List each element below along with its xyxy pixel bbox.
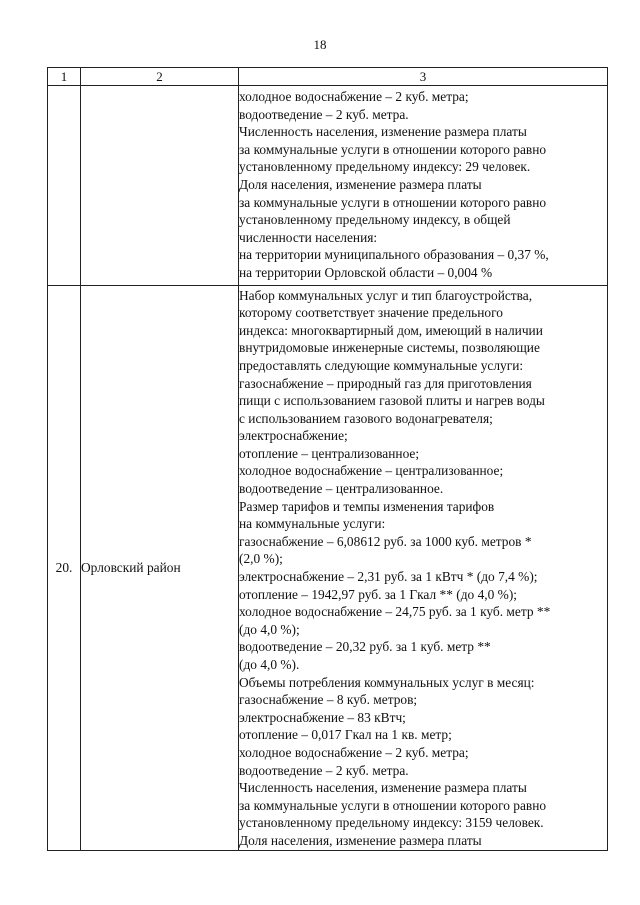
text-line: с использованием газового водонагревателя; (239, 410, 493, 426)
text-line: предоставлять следующие коммунальные услуги: (239, 357, 524, 373)
row-number-cell (48, 86, 81, 286)
text-line: за коммунальные услуги в отношении которого равно (239, 141, 547, 157)
text-line: Доля населения, изменение размера платы (239, 176, 482, 192)
column-header-3: 3 (239, 68, 608, 86)
text-line: холодное водоснабжение – 2 куб. метра; (239, 744, 469, 760)
text-line: на территории Орловской области – 0,004 % (239, 264, 493, 280)
district-cell (81, 86, 239, 286)
column-header-2: 2 (81, 68, 239, 86)
text-line: холодное водоснабжение – 24,75 руб. за 1 куб. метр ** (239, 604, 551, 620)
table-row (48, 86, 608, 286)
text-line: газоснабжение – природный газ для приготовления (239, 375, 532, 391)
text-line: (2,0 %); (239, 551, 283, 567)
text-line: водоотведение – 2 куб. метра. (239, 106, 409, 122)
text-line: за коммунальные услуги в отношении которого равно (239, 797, 547, 813)
text-line: водоотведение – централизованное. (239, 481, 444, 497)
text-line: (до 4,0 %). (239, 657, 300, 672)
text-line: водоотведение – 2 куб. метра. (239, 762, 409, 778)
text-line: (до 4,0 %); (239, 621, 300, 637)
text-line: установленному предельному индексу, в общей (239, 212, 511, 228)
text-line: установленному предельному индексу: 3159 человек. (239, 815, 544, 831)
text-line: Численность населения, изменение размера платы (239, 124, 527, 140)
services-table (47, 67, 608, 851)
district-cell: Орловский район (81, 285, 239, 850)
text-line: на коммунальные услуги: (239, 516, 386, 532)
text-line: установленному предельному индексу: 29 человек. (239, 159, 531, 175)
text-line: Доля населения, изменение размера платы (239, 832, 482, 848)
text-line: холодное водоснабжение – централизованное; (239, 463, 504, 479)
text-line: водоотведение – 20,32 руб. за 1 куб. метр ** (239, 639, 491, 655)
text-line: газоснабжение – 6,08612 руб. за 1000 куб. метров * (239, 533, 532, 549)
row-number-cell: 20. (48, 285, 81, 850)
text-line: внутридомовые инженерные системы, позволяющие (239, 340, 540, 356)
text-line: отопление – централизованное; (239, 445, 420, 461)
text-line: Численность населения, изменение размера платы (239, 780, 527, 796)
text-line: которому соответствует значение предельного (239, 305, 503, 321)
table-header (48, 68, 608, 86)
text-line: пищи с использованием газовой плиты и нагрев воды (239, 393, 545, 409)
text-line: за коммунальные услуги в отношении которого равно (239, 194, 547, 210)
text-line: на территории муниципального образования – 0,37 %, (239, 247, 549, 263)
text-line: Размер тарифов и темпы изменения тарифов (239, 498, 495, 514)
description-cell (239, 285, 608, 850)
text-line: электроснабжение – 2,31 руб. за 1 кВтч * (до 7,4 %); (239, 569, 538, 585)
text-line: электроснабжение – 83 кВтч; (239, 709, 406, 725)
column-header-1: 1 (48, 68, 81, 86)
table-row (48, 285, 608, 850)
text-line: газоснабжение – 8 куб. метров; (239, 692, 418, 708)
text-line: индекса: многоквартирный дом, имеющий в наличии (239, 322, 543, 338)
text-line: холодное водоснабжение – 2 куб. метра; (239, 89, 469, 104)
text-line: отопление – 1942,97 руб. за 1 Гкал ** (до 4,0 %); (239, 586, 517, 602)
text-line: электроснабжение; (239, 428, 348, 444)
description-cell (239, 86, 608, 286)
text-line: Объемы потребления коммунальных услуг в месяц: (239, 674, 535, 690)
page-number: 18 (313, 37, 327, 52)
text-line: Набор коммунальных услуг и тип благоустройства, (239, 287, 533, 303)
text-line: отопление – 0,017 Гкал на 1 кв. метр; (239, 727, 452, 743)
text-line: численности населения: (239, 229, 378, 245)
